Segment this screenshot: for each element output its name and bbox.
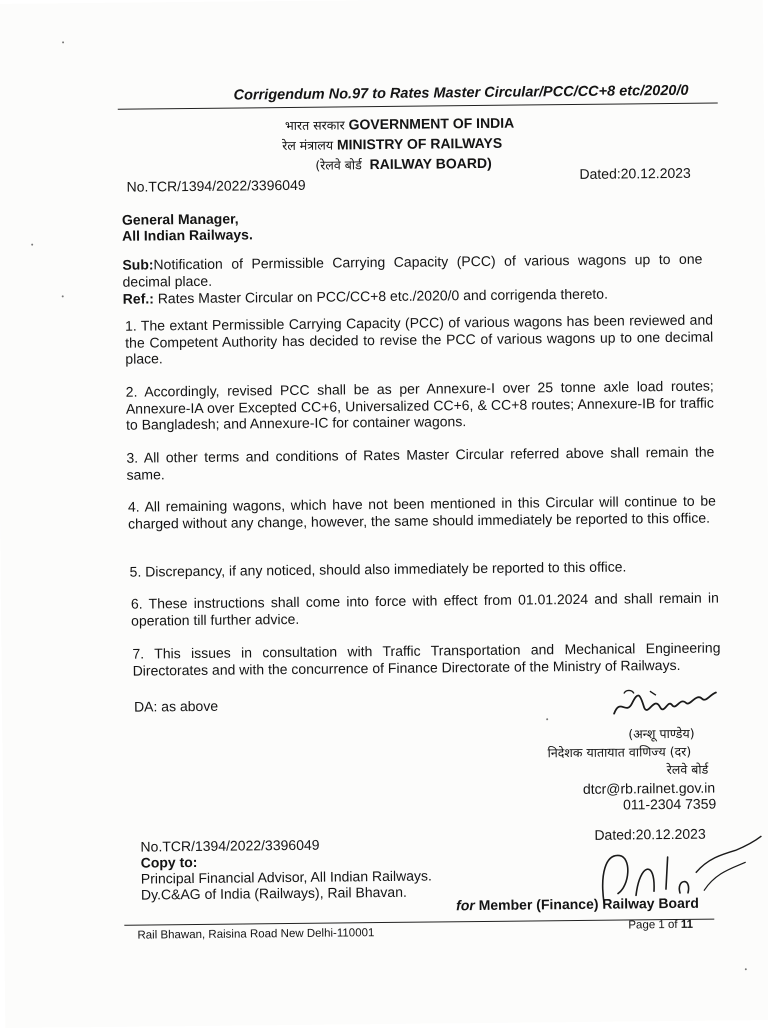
page-prefix: Page [628, 919, 659, 932]
date: Dated:20.12.2023 [579, 164, 691, 182]
page-total: 11 [680, 918, 694, 931]
paragraph-1: 1. The extant Permissible Carrying Capacity (PCC) of various wagons has been reviewed and the Competent Authority has decided to revise the PCC of various wagons up to one decimal place. [124, 311, 714, 367]
copy-reference-number: No.TCR/1394/2022/3396049 [140, 836, 320, 855]
scan-speck [31, 244, 33, 246]
for-word: for [456, 897, 475, 914]
copy-recipient-1: Principal Financial Advisor, All Indian Railways. [140, 867, 432, 887]
signatory-phone: 011-2304 7359 [622, 795, 717, 813]
header-board-hindi: (रेलवे बोर्ड [315, 157, 362, 173]
copy-to-label: Copy to: [140, 853, 198, 871]
paragraph-7: 7. This issues in consultation with Traffic Transportation and Mechanical Engineering Directorates and with the concurrence of Finance Directorate of the Ministry of Railways. [132, 639, 721, 679]
paragraph-6: 6. These instructions shall come into force with effect from 01.01.2024 and shall remain in operation till further advice. [130, 589, 719, 629]
corrigendum-title: Corrigendum No.97 to Rates Master Circular/PCC/CC+8 etc/2020/0 [233, 82, 689, 104]
addressee-title: General Manager, [121, 210, 239, 228]
scan-speck [62, 41, 64, 43]
signatory-designation: निदेशक यातायात वाणिज्य (दर) [547, 743, 692, 761]
header-board-english: RAILWAY BOARD) [369, 154, 492, 173]
signatory-office: रेलवे बोर्ड [666, 761, 709, 778]
subject-text: Notification of Permissible Carrying Capacity (PCC) of various wagons up to one decimal place. [122, 250, 703, 290]
header-board [315, 155, 492, 174]
addressee-organisation: All Indian Railways. [122, 226, 253, 244]
signature-mark [610, 684, 722, 727]
copy-recipient-2: Dy.C&AG of India (Railways), Rail Bhavan. [140, 883, 407, 903]
page-number [628, 919, 693, 932]
scan-speck [546, 718, 548, 720]
for-member-text: Member (Finance) Railway Board [474, 894, 699, 914]
signatory-email: dtcr@rb.railnet.gov.in [582, 779, 716, 797]
for-member-finance [456, 895, 699, 914]
reference-text: Rates Master Circular on PCC/CC+8 etc./2020/0 and corrigenda thereto. [153, 285, 608, 307]
footer-address: Rail Bhawan, Raisina Road New Delhi-110001 [137, 927, 375, 942]
header-ministry-english: MINISTRY OF RAILWAYS [336, 134, 503, 153]
da-note: DA: as above [133, 697, 219, 715]
page-of: of [664, 918, 681, 932]
paragraph-3: 3. All other terms and conditions of Rates Master Circular referred above shall remain the same. [126, 443, 715, 483]
header-government-english: GOVERNMENT OF INDIA [348, 114, 515, 133]
title-rule [118, 102, 718, 109]
paragraph-5: 5. Discrepancy, if any noticed, should also immediately be reported to this office. [129, 558, 627, 580]
copy-date: Dated:20.12.2023 [594, 825, 706, 843]
header-ministry [282, 135, 502, 154]
paragraph-2: 2. Accordingly, revised PCC shall be as per Annexure-I over 25 tonne axle load routes; Annexure-IA over Excepted CC+6, Universalized CC+6, & CC+8 routes; Annexure-IB for traffic to Bangladesh; and Annexure-IC for container wagons. [125, 377, 714, 433]
subject-label: Sub: [122, 256, 154, 273]
footer-rule [124, 919, 714, 926]
header-government [285, 115, 514, 134]
scan-speck [745, 968, 747, 970]
reference-number: No.TCR/1394/2022/3396049 [126, 176, 306, 195]
reference-label: Ref.: [122, 290, 154, 307]
page-current: 1 [658, 919, 665, 932]
signatory-name: (अन्शू पाण्डेय) [628, 725, 695, 742]
scan-speck [62, 295, 64, 297]
header-government-hindi: भारत सरकार [284, 117, 345, 134]
header-ministry-hindi: रेल मंत्रालय [282, 137, 334, 154]
paragraph-4: 4. All remaining wagons, which have not been mentioned in this Circular will continue to be charged without any change, however, the same should immediately be reported to this office. [127, 492, 716, 532]
subject-line [122, 251, 702, 290]
